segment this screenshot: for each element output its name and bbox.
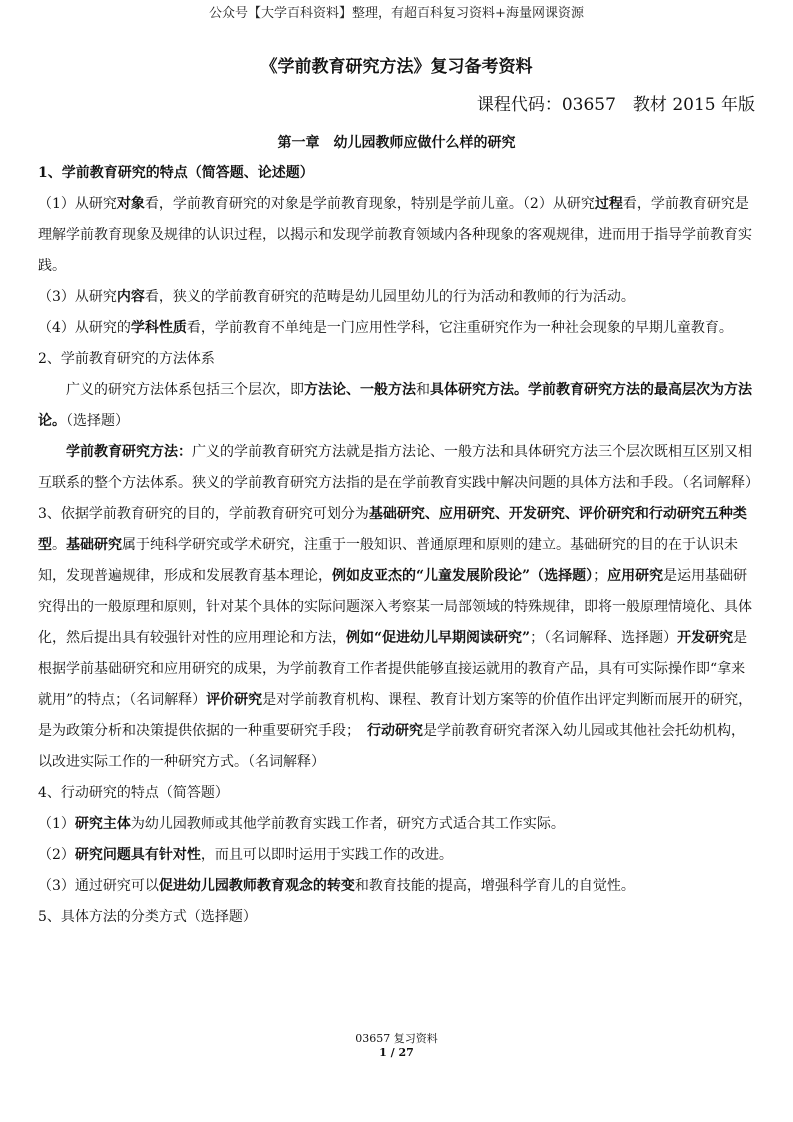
bold-text: 例如皮亚杰的“儿童发展阶段论”（选择题） [332, 568, 594, 584]
bold-text: 基础研究、应用研究、开发研究、评价研究和行动研究五种类型 [38, 506, 747, 553]
bold-text: 评价研究 [206, 692, 263, 708]
bold-text: 方法论、一般方法 [304, 382, 416, 398]
paragraph [38, 344, 756, 375]
paragraph [38, 902, 756, 933]
paragraph [38, 282, 756, 313]
text: 看，狭义的学前教育研究的范畴是幼儿园里幼儿的行为活动和教师的行为活动。 [144, 289, 635, 305]
bold-text: 具体研究方法。学前教育研究方法的最高层次为方法论。 [38, 382, 752, 429]
text: 和教育技能的提高，增强科学育儿的自觉性。 [354, 878, 635, 894]
text: （1）从研究 [38, 196, 117, 212]
paragraph [38, 871, 756, 902]
text: （3）从研究 [38, 289, 117, 305]
text: 是根据学前基础研究和应用研究的成果，为学前教育工作者提供能够直接运就用的教育产品，具有可实际操作即“拿来就用”的特点；（名词解释） [38, 630, 748, 708]
text: （4）从研究的 [38, 320, 131, 336]
bold-text: 学科性质 [130, 320, 187, 336]
bold-text: 促进幼儿园教师教育观念的转变 [158, 878, 355, 894]
bold-text: 研究主体 [74, 816, 131, 832]
bold-text: 对象 [116, 196, 145, 212]
paragraph [38, 778, 756, 809]
bold-text: 开发研究 [677, 630, 734, 646]
paragraph [38, 437, 759, 499]
text: 2、学前教育研究的方法体系 [38, 351, 215, 367]
text: 是运用基础研究得出的一般原理和原则，针对某个具体的实际问题深入考察某一局部领域的特殊规律，即将一般原理情境化、具体化，然后提出具有较强针对性的应用理论和方法， [38, 568, 752, 646]
text: 为幼儿园教师或其他学前教育实践工作者，研究方式适合其工作实际。 [130, 816, 565, 832]
text: 广义的研究方法体系包括三个层次，即 [66, 382, 304, 398]
text: （选择题） [66, 413, 129, 429]
paragraph [38, 840, 756, 871]
text: （1） [38, 816, 75, 832]
text: 和 [416, 382, 430, 398]
text: 看，学前教育研究的对象是学前教育现象，特别是学前儿童。（2）从研究 [144, 196, 595, 212]
bold-text: 1、学前教育研究的特点（简答题、论述题） [38, 165, 314, 181]
paragraph [38, 158, 756, 189]
text: 3、依据学前教育研究的目的，学前教育研究可划分为 [38, 506, 369, 522]
bold-text: 内容 [116, 289, 145, 305]
document-title: 《学前教育研究方法》复习备考资料 [260, 57, 533, 77]
text: ，而且可以即时运用于实践工作的改进。 [200, 847, 453, 863]
footer-label: 03657 复习资料 [355, 1032, 438, 1045]
text: 广义的学前教育研究方法就是指方法论、一般方法和具体研究方法三个层次既相互区别又相互联系的整个方法体系。狭义的学前教育研究方法指的是在学前教育实践中解决问题的具体方法和手段。（名词解释） [38, 444, 759, 491]
text: ； [593, 568, 608, 584]
bold-text: 研究问题具有针对性 [74, 847, 201, 863]
header-note: 公众号【大学百科资料】整理，有超百科复习资料+海量网课资源 [209, 6, 584, 21]
page-number: 1 / 27 [379, 1046, 414, 1059]
text: ；（名词解释、选择题） [530, 630, 678, 646]
text: 看，学前教育不单纯是一门应用性学科，它注重研究作为一种社会现象的早期儿童教育。 [186, 320, 733, 336]
paragraph [38, 375, 756, 437]
chapter-heading: 第一章 幼儿园教师应做什么样的研究 [277, 135, 516, 151]
bold-text: 学前教育研究方法： [66, 444, 192, 460]
bold-text: 例如“促进幼儿早期阅读研究” [346, 630, 531, 646]
text: 5、具体方法的分类方式（选择题） [38, 909, 257, 925]
bold-text: 应用研究 [607, 568, 664, 584]
text: （2） [38, 847, 75, 863]
paragraph [38, 809, 756, 840]
bold-text: 基础研究 [66, 537, 122, 553]
text: 属于纯科学研究或学术研究，注重于一般知识、普通原理和原则的建立。基础研究的目的在于认识未知，发现普遍规律，形成和发展教育基本理论， [38, 537, 738, 584]
bold-text: 行动研究 [367, 723, 423, 739]
text: 。 [52, 537, 66, 553]
text: 4、行动研究的特点（简答题） [38, 785, 229, 801]
course-code: 课程代码：03657 教材 2015 年版 [476, 95, 755, 115]
document-body [38, 158, 759, 933]
bold-text: 过程 [594, 196, 623, 212]
paragraph [38, 499, 756, 778]
text: 是学前教育研究者深入幼儿园或其他社会托幼机构，以改进实际工作的一种研究方式。（名词解释） [38, 723, 745, 770]
paragraph [38, 313, 756, 344]
text: 是对学前教育机构、课程、教育计划方案等的价值作出评定判断而展开的研究，是为政策分析和决策提供依据的一种重要研究手段； [38, 692, 753, 739]
text: （3）通过研究可以 [38, 878, 159, 894]
paragraph [38, 189, 756, 282]
text: 看，学前教育研究是理解学前教育现象及规律的认识过程，以揭示和发现学前教育领域内各种现象的客观规律，进而用于指导学前教育实践。 [38, 196, 752, 274]
